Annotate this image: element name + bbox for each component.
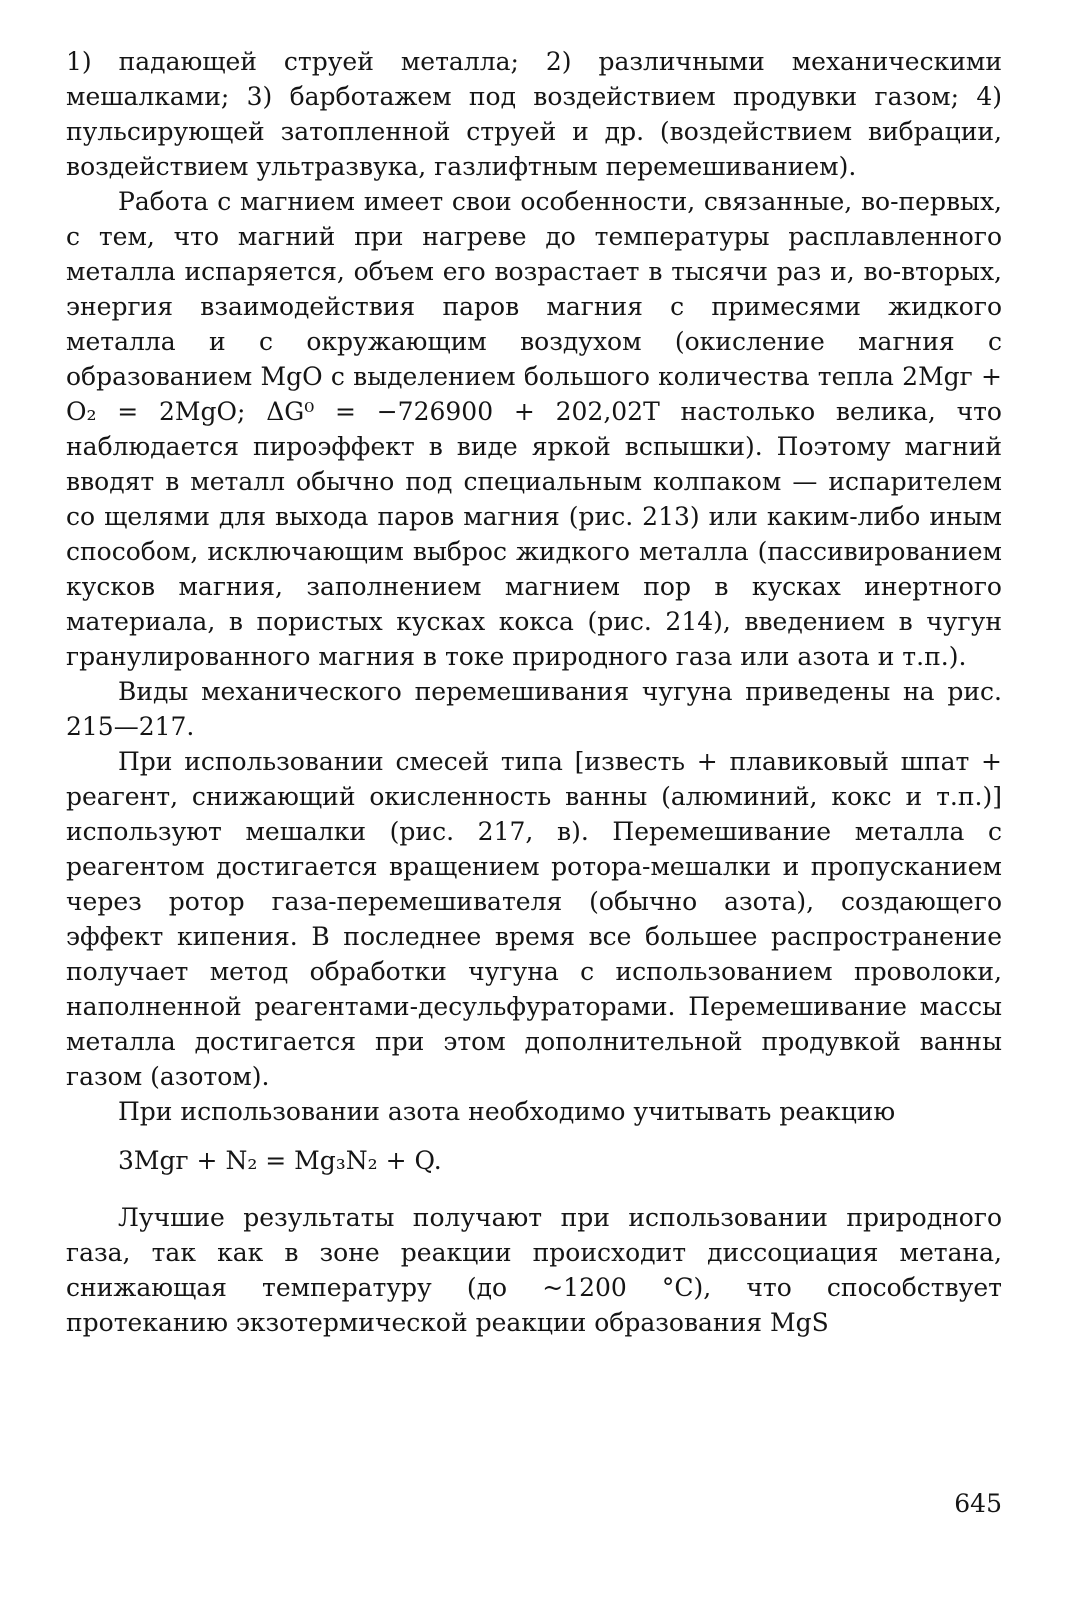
paragraph-nitrogen: При использовании азота необходимо учитывать реакцию bbox=[118, 1097, 896, 1126]
formula-magnesium-nitride: 3Mgг + N₂ = Mg₃N₂ + Q. bbox=[118, 1146, 442, 1175]
paragraph-magnesium-features: Работа с магнием имеет свои особенности, связанные, во-первых, с тем, что магний при нагреве до температуры расплавленного металла испаряется, объем его возрастает в тысячи раз и, во-вторых, энергия взаимодействия паров магния с примесями жидкого металла и с окружающим воздухом (окисление магния с образованием MgO с выделением большого количества тепла 2Mgг + O₂ = 2MgO; ΔG⁰ = −726900 + 202,02T настолько велика, что наблюдается пироэффект в виде яркой вспышки). Поэтому магний вводят в металл обычно под специальным колпаком — испарителем со щелями для выхода паров магния (рис. 213) или каким-либо иным способом, исключающим выброс жидкого металла (пассивированием кусков магния, заполнением магнием пор в кусках инертного материала, в пористых кусках кокса (рис. 214), введением в чугун гранулированного магния в токе природного газа или азота и т.п.). bbox=[66, 187, 1002, 671]
paragraph-natural-gas: Лучшие результаты получают при использовании природного газа, так как в зоне реакции происходит диссоциация метана, снижающая температуру (до ~1200 °С), что способствует протеканию экзотермической реакции образования MgS bbox=[66, 1203, 1002, 1337]
paragraph-mechanical-mixing: Виды механического перемешивания чугуна приведены на рис. 215—217. bbox=[66, 677, 1002, 741]
paragraph-mixing-methods: 1) падающей струей металла; 2) различными механическими мешалками; 3) барботажем под воздействием продувки газом; 4) пульсирующей затопленной струей и др. (воздействием вибрации, воздействием ультразвука, газлифтным перемешиванием). bbox=[66, 47, 1002, 181]
page-number: 645 bbox=[954, 1489, 1002, 1518]
paragraph-mixtures: При использовании смесей типа [известь + плавиковый шпат + реагент, снижающий окисленность ванны (алюминий, кокс и т.п.)] используют мешалки (рис. 217, в). Перемешивание металла с реагентом достигается вращением ротора-мешалки и пропусканием через ротор газа-перемешивателя (обычно азота), создающего эффект кипения. В последнее время все большее распространение получает метод обработки чугуна с использованием проволоки, наполненной реагентами-десульфураторами. Перемешивание массы металла достигается при этом дополнительной продувкой ванны газом (азотом). bbox=[66, 747, 1002, 1091]
